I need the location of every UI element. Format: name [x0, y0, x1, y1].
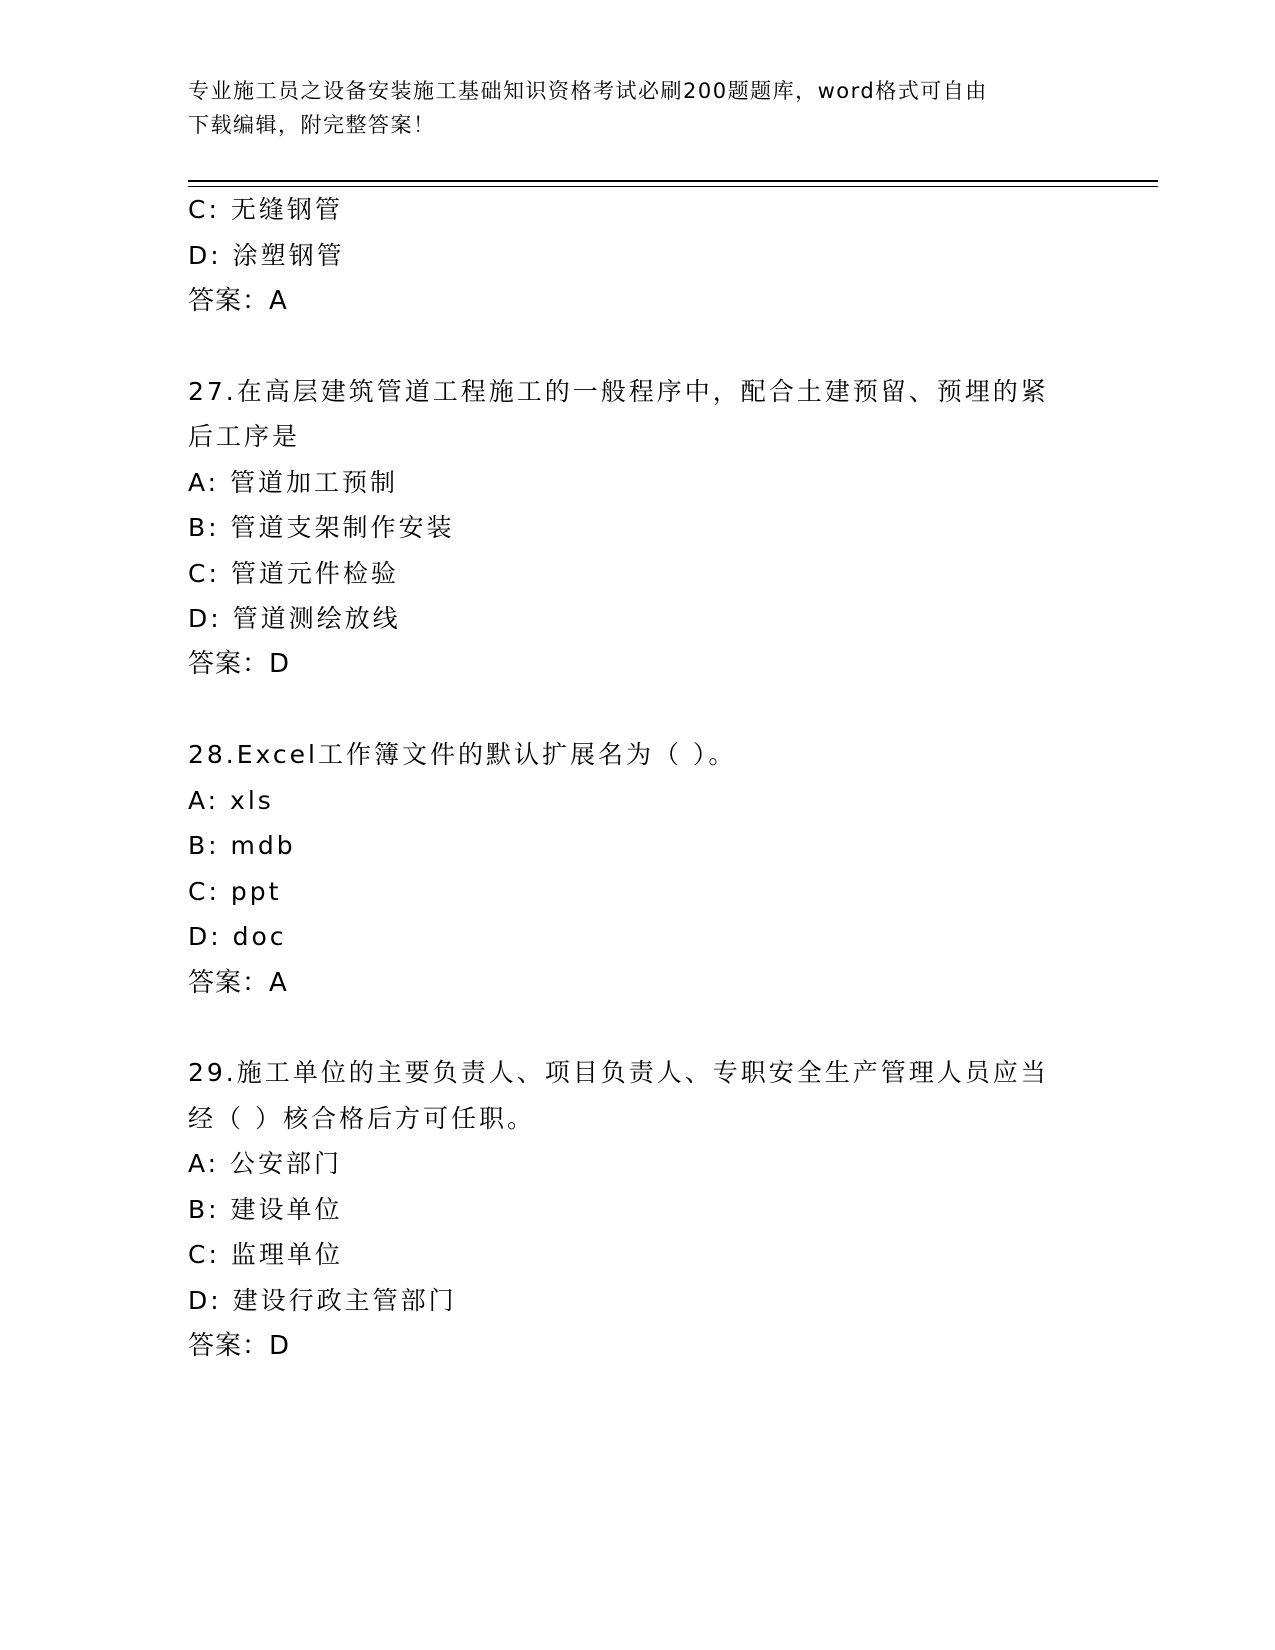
- q28-option-a: A: xls: [188, 786, 274, 815]
- q27-answer: 答案：D: [188, 649, 291, 679]
- header-line-1: 专业施工员之设备安装施工基础知识资格考试必刷200题题库，word格式可自由: [188, 79, 988, 103]
- q28-option-b: B: mdb: [188, 831, 296, 860]
- page-header: [188, 74, 1078, 142]
- q26-answer: 答案：A: [188, 286, 288, 316]
- q29-option-a: A: 公安部门: [188, 1149, 343, 1178]
- header-line-2: 下载编辑，附完整答案！: [188, 113, 436, 137]
- q29-option-d: D: 建设行政主管部门: [188, 1286, 457, 1315]
- q27-option-a: A: 管道加工预制: [188, 468, 399, 497]
- q29-option-b: B: 建设单位: [188, 1195, 343, 1224]
- q27-stem-line-1: 27.在高层建筑管道工程施工的一般程序中，配合土建预留、预埋的紧: [188, 377, 1049, 406]
- q28-stem-line-1: 28.Excel工作簿文件的默认扩展名为（ ）。: [188, 740, 737, 769]
- header-divider: [188, 180, 1158, 187]
- q26-option-d: D: 涂塑钢管: [188, 241, 345, 270]
- q29-stem-line-2: 经（ ）核合格后方可任职。: [188, 1104, 535, 1133]
- q28-option-d: D: doc: [188, 922, 287, 951]
- q28-answer: 答案：A: [188, 968, 288, 998]
- q29-stem-line-1: 29.施工单位的主要负责人、项目负责人、专职安全生产管理人员应当: [188, 1058, 1049, 1087]
- q29-option-c: C: 监理单位: [188, 1240, 343, 1269]
- q27-option-b: B: 管道支架制作安装: [188, 513, 455, 542]
- q27-stem-line-2: 后工序是: [188, 422, 301, 451]
- q29-answer: 答案：D: [188, 1331, 291, 1361]
- q27-option-c: C: 管道元件检验: [188, 559, 399, 588]
- q27-option-d: D: 管道测绘放线: [188, 604, 401, 633]
- q26-option-c: C: 无缝钢管: [188, 195, 343, 224]
- q28-option-c: C: ppt: [188, 877, 282, 906]
